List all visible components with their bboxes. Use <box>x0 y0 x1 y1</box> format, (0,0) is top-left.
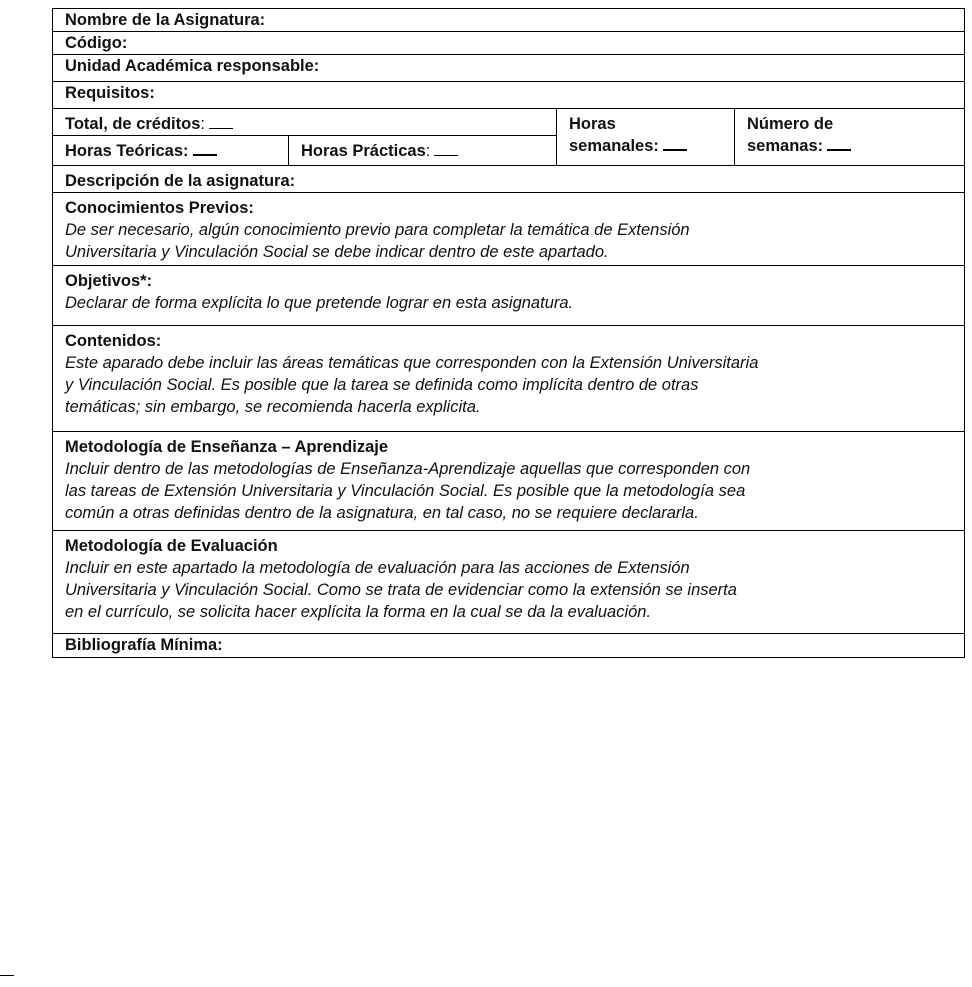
conocimientos-row <box>53 193 965 266</box>
creditos-label: Total, de créditos <box>65 115 201 133</box>
descripcion-label: Descripción de la asignatura: <box>65 172 296 190</box>
conocimientos-text-line-1: De ser necesario, algún conocimiento previo para completar la temática de Extensión <box>65 221 690 239</box>
requisitos-label: Requisitos: <box>65 84 155 102</box>
metodologia-evaluacion-label: Metodología de Evaluación <box>65 537 278 555</box>
course-syllabus-form <box>52 8 965 658</box>
metodologia-evaluacion-text-line-1: Incluir en este apartado la metodología de evaluación para las acciones de Extensión <box>65 559 690 577</box>
footnote-separator <box>0 975 14 976</box>
horas-semanales-blank <box>663 135 687 151</box>
bibliografia-label: Bibliografía Mínima: <box>65 636 223 654</box>
contenidos-text-line-3: temáticas; sin embargo, se recomienda hacerla explicita. <box>65 398 481 416</box>
unidad-row <box>53 55 965 82</box>
horas-semanales-label-1: Horas <box>569 115 616 133</box>
bibliografia-row <box>53 634 965 658</box>
objetivos-row <box>53 266 965 326</box>
unidad-label: Unidad Académica responsable: <box>65 57 320 75</box>
conocimientos-label: Conocimientos Previos: <box>65 199 254 217</box>
codigo-row <box>53 32 965 55</box>
metodologia-ensenanza-text-line-1: Incluir dentro de las metodologías de Enseñanza-Aprendizaje aquellas que corresponden con <box>65 460 751 478</box>
metodologia-evaluacion-row <box>53 531 965 634</box>
metodologia-ensenanza-row <box>53 432 965 531</box>
objetivos-text: Declarar de forma explícita lo que pretende lograr en esta asignatura. <box>65 294 574 312</box>
horas-teoricas-label: Horas Teóricas: <box>65 142 189 160</box>
horas-practicas-label: Horas Prácticas <box>301 142 426 160</box>
contenidos-text-line-2: y Vinculación Social. Es posible que la tarea se definida como implícita dentro de otras <box>65 376 699 394</box>
descripcion-row <box>53 166 965 193</box>
codigo-label: Código: <box>65 34 128 52</box>
objetivos-label: Objetivos*: <box>65 272 153 290</box>
horas-practicas-colon: : <box>425 142 431 160</box>
nombre-label: Nombre de la Asignatura: <box>65 11 266 29</box>
horas-teoricas-blank <box>193 140 217 156</box>
horas-teoricas-cell <box>53 136 289 166</box>
contenidos-row <box>53 326 965 432</box>
conocimientos-text-line-2: Universitaria y Vinculación Social se debe indicar dentro de este apartado. <box>65 243 609 261</box>
metodologia-ensenanza-text-line-2: las tareas de Extensión Universitaria y Vinculación Social. Es posible que la metodología sea <box>65 482 746 500</box>
numero-semanas-blank <box>827 135 851 151</box>
contenidos-text-line-1: Este aparado debe incluir las áreas temáticas que corresponden con la Extensión Universitaria <box>65 354 759 372</box>
metodologia-evaluacion-text-line-3: en el currículo, se solicita hacer explícita la forma en la cual se da la evaluación. <box>65 603 652 621</box>
horas-semanales-cell <box>557 109 735 166</box>
numero-semanas-cell <box>735 109 965 166</box>
requisitos-row <box>53 82 965 109</box>
numero-semanas-label-1: Número de <box>747 115 834 133</box>
horas-semanales-label-2: semanales: <box>569 137 659 155</box>
horas-practicas-cell <box>289 136 557 166</box>
contenidos-label: Contenidos: <box>65 332 162 350</box>
creditos-blank <box>209 114 233 129</box>
numero-semanas-label-2: semanas: <box>747 137 824 155</box>
metodologia-ensenanza-text-line-3: común a otras definidas dentro de la asignatura, en tal caso, no se requiere declararla. <box>65 504 699 522</box>
metodologia-ensenanza-label: Metodología de Enseñanza – Aprendizaje <box>65 438 389 456</box>
creditos-cell <box>53 109 557 136</box>
nombre-row <box>53 9 965 32</box>
horas-practicas-blank <box>434 141 458 156</box>
metodologia-evaluacion-text-line-2: Universitaria y Vinculación Social. Como se trata de evidenciar como la extensión se inserta <box>65 581 737 599</box>
creditos-colon: : <box>200 115 205 133</box>
